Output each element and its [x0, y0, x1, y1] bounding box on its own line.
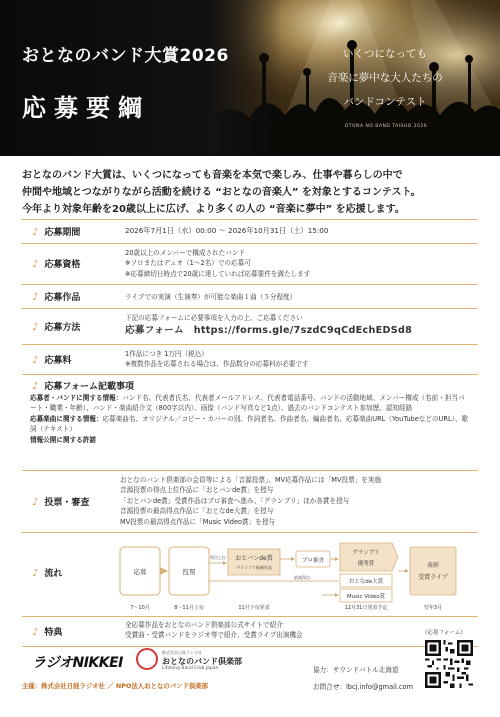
music-note-icon: ♪ [32, 568, 39, 579]
row-perks [22, 617, 478, 647]
qualification-line-1: 20歳以上のメンバーで構成されたバンド [125, 249, 246, 257]
intro-line-1: おとなのバンド大賞は、いくつになっても音楽を本気で楽しみ、仕事や暮らしの中で [22, 170, 403, 181]
flow-step-vote-text: 投票 [182, 568, 196, 576]
radio-nikkei-logo: ラジオNIKKEI [32, 655, 123, 671]
flow-step-mv-text: Music Video賞 [346, 594, 386, 600]
organizer-text: 主催：株式会社日経ラジオ社 ／ NPO法人おとなのバンド倶楽部 [22, 682, 209, 690]
form-band-info: 応募者・バンドに関する情報：バンド名、代表者氏名、代表者メールアドレス、代表者電話番号、バンドの活動地域、メンバー構成（名前・担当パート・職業・年齢）、バンド・楽曲紹介文（800字以内）、画像（バンド写真など1点）、過去のバンドコンテスト参加歴、認知経路 [30, 394, 465, 413]
vote-label: ♪ 投票・審査 [32, 497, 90, 508]
perks-line-1: 全応募作品をおとなのバンド倶楽部公式サイトで紹介 [125, 621, 283, 629]
flow-diagram [110, 537, 480, 615]
vote-value [120, 475, 381, 527]
catch-line-1: いくつになっても [343, 48, 427, 60]
form-items-label: ♪ 応募フォーム記載事項 [32, 381, 134, 392]
intro-line-2: 仲間や地域とつながりながら活動を続ける “おとなの音楽人” を対象とするコンテスト。 [22, 187, 421, 198]
flow-step-grandprix-text: グランプリ [352, 550, 380, 556]
band-club-emblem-icon [136, 648, 158, 670]
flow-step-live-text: 受賞ライブ [418, 574, 448, 581]
catchphrase [300, 42, 470, 114]
flow-step-ceremony-text: 表彰 [426, 562, 440, 569]
cooperation: 協力：サウンドバトル北海道 [313, 666, 399, 674]
band-club-top-text: 株式会社日経ラジオ社 [162, 650, 202, 655]
qualification-label: ♪ 応募資格 [32, 259, 81, 270]
flow-date-2: 8〜11月上旬 [174, 605, 204, 611]
contact-email-link[interactable]: lbcj.info@gmail.com [345, 683, 413, 691]
hero-banner [0, 0, 500, 156]
flow-label: ♪ 流れ [32, 568, 63, 579]
catch-line-2: 音楽に夢中な大人たちの [327, 72, 443, 84]
music-note-icon: ♪ [32, 227, 39, 238]
vote-line-2: 音源投票の得点上位作品に「おとバンde賞」を授与 [120, 486, 274, 495]
fee-value [125, 349, 309, 370]
vote-line-4: 音源投票の最高得点作品に「おとなde大賞」を授与 [120, 507, 274, 516]
music-note-icon: ♪ [32, 627, 39, 638]
row-period [22, 220, 478, 244]
fee-line-2: ※複数作品を応募される場合は、作品数分の応募料が必要です [125, 360, 309, 369]
row-qualification [22, 244, 478, 285]
flow-edge-top-label: 得点上位 [210, 555, 226, 560]
period-label: ♪ 応募期間 [32, 227, 81, 238]
flow-date-4: 12月31日発表予定 [344, 605, 388, 611]
event-title: おとなのバンド大賞2026 [22, 46, 229, 66]
row-work [22, 285, 478, 309]
intro-line-3: 今年より対象年齢を20歳以上に広げ、より多くの人の “音楽に夢中” を応援します。 [22, 204, 405, 215]
flow-step-otoban-text: おとバンde賞 [235, 555, 273, 562]
flow-date-1: 7〜10月 [130, 605, 150, 611]
row-fee [22, 345, 478, 375]
perks-line-2: 受賞曲・受賞バンドをラジオ等で紹介、受賞ライブ出演機会 [125, 631, 303, 640]
music-note-icon: ♪ [32, 355, 39, 366]
work-value: ライブでの実演（生演奏）が可能な楽曲１曲（５分程度） [125, 293, 297, 301]
qualification-line-2: ※ソロまたはデュオ（1～2名）での応募可 [125, 259, 251, 268]
hero-small-text: OTONA NO BAND TAISHO 2026 [344, 124, 428, 129]
flow-step-otoban-sub: グランプリ候補作品 [236, 565, 272, 570]
flow-step-ceremony [410, 547, 456, 595]
period-value: 2026年7月1日（水）00:00 ～ 2026年10月31日（土）15:00 [125, 226, 329, 235]
form-song-info: 応募楽曲に関する情報：応募楽曲名、オリジナル／コピー・カバーの別、作詞者名、作曲者名、編曲者名、応募楽曲URL（YouTubeなどのURL）、歌詞（テキスト） [30, 414, 469, 434]
band-club-english: Lifelong Band Club Japan [162, 666, 219, 671]
qualification-line-3: ※応募締切日時点で20歳に達していれば応募要件を満たします [125, 269, 311, 278]
intro-paragraph [22, 167, 484, 218]
band-club-name: おとなのバンド倶楽部 [162, 657, 242, 666]
method-value [125, 313, 412, 337]
fee-label: ♪ 応募料 [32, 355, 72, 366]
catch-line-3: バンドコンテスト [343, 96, 427, 108]
flow-step-otoban [228, 549, 280, 575]
music-note-icon: ♪ [32, 259, 39, 270]
form-url-link[interactable]: 応募フォーム https://forms.gle/7szdC9qCdEchEDSd8 [125, 325, 413, 337]
perks-value [125, 620, 303, 641]
fee-line-1: 1作品につき 1万円（税込） [125, 350, 208, 358]
flow-date-3: 11月下旬発表 [238, 605, 270, 611]
qr-code-icon[interactable] [425, 640, 473, 688]
contact: お問合せ：lbcj.info@gmail.com [313, 683, 413, 691]
row-method [22, 309, 478, 345]
flow-step-excellence-text: 優秀賞 [357, 561, 375, 567]
form-items-detail [30, 393, 470, 445]
flow-step-apply-text: 応募 [133, 568, 147, 576]
method-label: ♪ 応募方法 [32, 322, 81, 333]
flow-arrow [160, 567, 168, 575]
document-title: 応募要綱 [22, 94, 150, 122]
vote-line-3: 「おとバンde賞」受賞作品はプロ審査へ進み、「グランプリ」ほか各賞を授与 [120, 496, 350, 505]
flow-date-5: 翌年3月 [423, 605, 443, 611]
flow-step-pro-text: プロ審査 [301, 558, 325, 564]
flow-step-otona-text: おとなde大賞 [348, 579, 384, 585]
work-label: ♪ 応募作品 [32, 292, 81, 303]
method-line-1: 下記の応募フォームに必要事項を入力の上、ご応募ください [125, 314, 303, 322]
music-note-icon: ♪ [32, 292, 39, 303]
vote-line-1: おとなのバンド倶楽部の会員等による「音源投票」、MV応募作品には「MV投票」を実施 [120, 476, 382, 484]
flow-edge-max-label: 最高得点 [294, 575, 310, 580]
qualification-value [125, 248, 310, 279]
row-vote [22, 471, 478, 533]
qr-label: 《応募フォーム》 [422, 630, 466, 636]
music-note-icon: ♪ [32, 322, 39, 333]
music-note-icon: ♪ [32, 381, 39, 392]
form-consent: 情報公開に関する許諾 [30, 435, 96, 444]
music-note-icon: ♪ [32, 497, 39, 508]
perks-label: ♪ 特典 [32, 627, 63, 638]
vote-line-5: MV投票の最高得点作品に「Music Video賞」を授与 [120, 517, 276, 526]
